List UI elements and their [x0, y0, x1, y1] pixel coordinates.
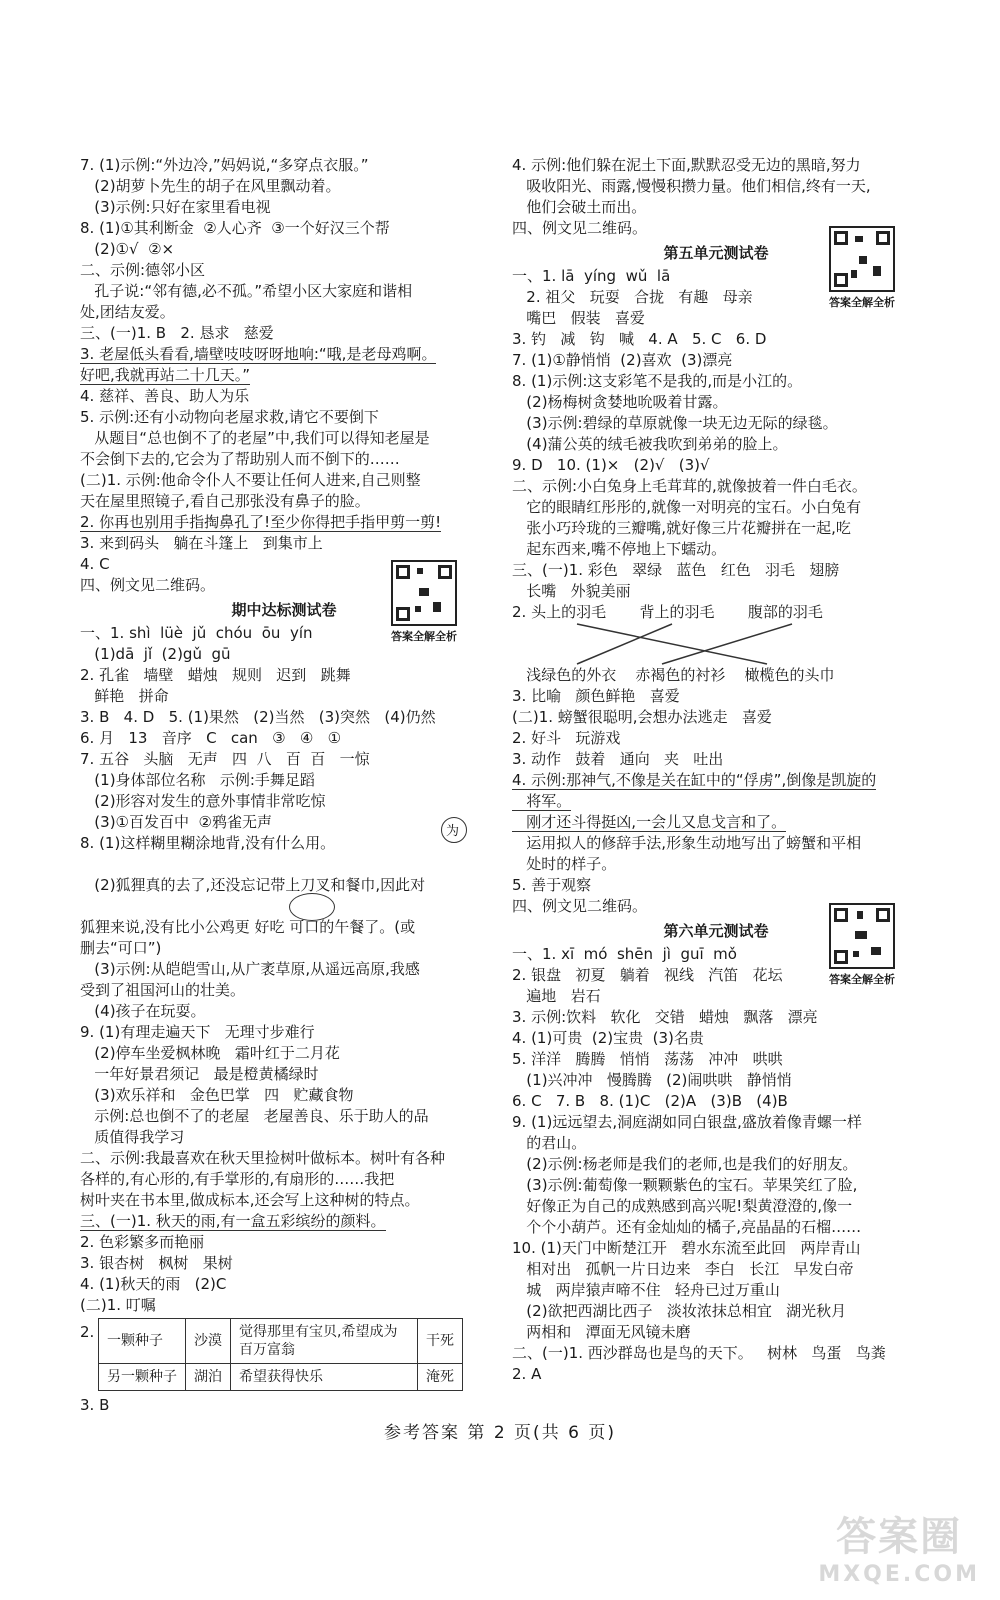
- answer-line: [512, 1154, 920, 1175]
- answer-text: 3. 来到码头 躺在斗篷上 到集市上: [80, 534, 323, 552]
- answer-line: [80, 1085, 488, 1106]
- answer-text: 孔子说:“邻有德,必不孤。”希望小区大家庭和谐相: [80, 282, 413, 300]
- table-number: 2.: [80, 1323, 95, 1341]
- answer-text: 二、示例:德邻小区: [80, 261, 206, 279]
- answer-line: [80, 833, 488, 854]
- answer-line: [80, 749, 488, 770]
- answer-text: (3)示例:碧绿的草原就像一块无边无际的绿毯。: [512, 414, 838, 432]
- answer-text: 一、1. shì lüè jǔ chóu ōu yín: [80, 624, 313, 642]
- answer-line: [512, 455, 920, 476]
- answer-text: 8. (1)这样糊里糊涂地背,没有什么用。: [80, 834, 336, 852]
- answer-line: [80, 1106, 488, 1127]
- answer-line: [80, 260, 488, 281]
- answer-line: [512, 413, 920, 434]
- answer-text: 8. (1)示例:这支彩笔不是我的,而是小江的。: [512, 372, 803, 390]
- answer-line: [80, 875, 488, 896]
- answer-line: [80, 644, 488, 665]
- answer-text: 城 两岸猿声啼不住 轻舟已过万重山: [512, 1281, 780, 1299]
- answer-line: 3. B: [80, 1396, 110, 1414]
- answer-line: [512, 1112, 920, 1133]
- answer-line: [512, 1301, 920, 1322]
- answer-text: 三、(一)1. 彩色 翠绿 蓝色 红色 羽毛 翅膀: [512, 561, 840, 579]
- answer-line: [512, 1091, 920, 1112]
- answer-line: [80, 1148, 488, 1169]
- answer-line: [80, 323, 488, 344]
- answer-line: [512, 833, 920, 854]
- qr-code-unit6[interactable]: [826, 903, 898, 987]
- answer-line: [80, 428, 488, 449]
- answer-text: 2. 色彩繁多而艳丽: [80, 1233, 205, 1251]
- insert-mark: 为: [446, 824, 460, 839]
- circled-word-mark: [289, 893, 335, 921]
- answer-text: 将军。: [512, 792, 572, 810]
- answer-text: 7. 五谷 头脑 无声 四 八 百 百 一惊: [80, 750, 370, 768]
- answer-text: 示例:总也倒不了的老屋 老屋善良、乐于助人的品: [80, 1107, 429, 1125]
- answer-text: (1)身体部位名称 示例:手舞足蹈: [80, 771, 315, 789]
- answer-line: [80, 281, 488, 302]
- answer-text: (二)1. 示例:他命令仆人不要让任何人进来,自己则整: [80, 471, 421, 489]
- answer-line: [80, 407, 488, 428]
- answer-text: 遍地 岩石: [512, 987, 601, 1005]
- section-heading: 第五单元测试卷: [663, 244, 769, 262]
- answer-line: [512, 1196, 920, 1217]
- answer-text: 受到了祖国河山的壮美。: [80, 981, 246, 999]
- table-row: [99, 1319, 463, 1364]
- answer-text: 二、(一)1. 西沙群岛也是鸟的天下。 树林 鸟蛋 鸟粪: [512, 1344, 886, 1362]
- qr-code-unit5[interactable]: [826, 226, 898, 310]
- answer-text: 天在屋里照镜子,看自己那张没有鼻子的脸。: [80, 492, 370, 510]
- answer-text: 6. 月 13 音序 C can ③ ④ ①: [80, 729, 342, 747]
- answer-text: 5. 示例:还有小动物向老屋求救,请它不要倒下: [80, 408, 379, 426]
- answer-text: 4. (1)可贵 (2)宝贵 (3)名贵: [512, 1029, 704, 1047]
- answer-line: [80, 917, 488, 938]
- page-footer: 参考答案 第 2 页(共 6 页): [384, 1423, 616, 1443]
- answer-text: 9. D 10. (1)× (2)√ (3)√: [512, 456, 710, 474]
- answer-line: [512, 686, 920, 707]
- answer-text: 2. 好斗 玩游戏: [512, 729, 621, 747]
- answer-text: 的君山。: [512, 1134, 587, 1152]
- answer-text: (3)①百发百中 ②鸦雀无声: [80, 813, 272, 831]
- answer-line: [80, 1232, 488, 1253]
- answer-text: 4. C: [80, 555, 110, 573]
- answer-line: [512, 1280, 920, 1301]
- answer-line: [512, 1070, 920, 1091]
- answer-line: [80, 302, 488, 323]
- answer-line: [512, 749, 920, 770]
- left-column: [80, 155, 488, 1416]
- answer-text: 2. 孔雀 墙壁 蜡烛 规则 迟到 跳舞: [80, 666, 351, 684]
- answer-text: (2)形容对发生的意外事情非常吃惊: [80, 792, 326, 810]
- answer-text: 三、(一)1. 秋天的雨,有一盒五彩缤纷的颜料。: [80, 1212, 386, 1230]
- answer-line: [80, 155, 488, 176]
- answer-text: 3. 动作 鼓着 通向 夹 吐出: [512, 750, 724, 768]
- watermark-url: MXQE.COM: [818, 1562, 980, 1587]
- answer-text: 2. 你再也别用手指掏鼻孔了!至少你得把手指甲剪一剪!: [80, 513, 442, 531]
- answer-line: [80, 1211, 488, 1232]
- answer-line: [512, 1364, 920, 1385]
- answer-text: 质值得我学习: [80, 1128, 185, 1146]
- answer-text: 三、(一)1. B 2. 恳求 慈爱: [80, 324, 274, 342]
- answer-text: 刚才还斗得挺凶,一会儿又息戈言和了。: [512, 813, 787, 831]
- answer-line: [512, 1322, 920, 1343]
- answer-line: [512, 371, 920, 392]
- answer-text: 8. (1)①其利断金 ②人心齐 ③一个好汉三个帮: [80, 219, 390, 237]
- answer-text: 二、示例:小白兔身上毛茸茸的,就像披着一件白毛衣。: [512, 477, 867, 495]
- answer-text: 运用拟人的修辞手法,形象生动地写出了螃蟹和平相: [512, 834, 862, 852]
- answer-line: [80, 707, 488, 728]
- answer-text: (3)示例:葡萄像一颗颗紫色的宝石。苹果笑红了脸,: [512, 1176, 858, 1194]
- answer-text: 一、1. lā yíng wǔ lā: [512, 267, 671, 285]
- answer-text: 7. (1)示例:“外边冷,”妈妈说,“多穿点衣服。”: [80, 156, 369, 174]
- qr-caption: 答案全解全析: [829, 973, 895, 986]
- answer-line: [80, 1022, 488, 1043]
- answer-text: (2)狐狸真的去了,还没忘记带上刀叉和餐巾,因此对: [80, 876, 426, 894]
- answer-text: 不会倒下去的,它会为了帮助别人而不倒下的……: [80, 450, 400, 468]
- answer-line: [80, 386, 488, 407]
- answer-line: [80, 365, 488, 386]
- answer-line: [512, 1238, 920, 1259]
- right-column: [512, 155, 920, 1385]
- answer-text: 树叶夹在书本里,做成标本,还会写上这种树的特点。: [80, 1191, 420, 1209]
- answer-line: [512, 308, 920, 329]
- answer-text: (1)兴冲冲 慢腾腾 (2)闹哄哄 静悄悄: [512, 1071, 792, 1089]
- table-row: [99, 1364, 463, 1391]
- answer-text: 处时的样子。: [512, 855, 617, 873]
- answer-text: (2)示例:杨老师是我们的老师,也是我们的好朋友。: [512, 1155, 858, 1173]
- answer-line: [80, 854, 488, 875]
- answer-text: 5. 洋洋 腾腾 悄悄 荡荡 冲冲 哄哄: [512, 1050, 783, 1068]
- answer-line: [512, 1259, 920, 1280]
- answer-line: [80, 449, 488, 470]
- section-heading: 期中达标测试卷: [231, 601, 337, 619]
- answer-line: [80, 728, 488, 749]
- answer-line: [512, 350, 920, 371]
- answer-text: 从题目“总也倒不了的老屋”中,我们可以得知老屋是: [80, 429, 430, 447]
- answer-line: [80, 239, 488, 260]
- answer-text: 起东西来,嘴不停地上下蠕动。: [512, 540, 727, 558]
- answer-line: [80, 1043, 488, 1064]
- answer-text: 浅绿色的外衣 赤褐色的衬衫 橄榄色的头巾: [512, 666, 835, 684]
- qr-code-icon: [829, 903, 895, 969]
- answer-line: [80, 512, 488, 533]
- answer-line: [80, 470, 488, 491]
- table-cell: 一颗种子: [99, 1319, 186, 1364]
- qr-code-unit4[interactable]: [388, 560, 460, 644]
- answer-line: [512, 854, 920, 875]
- answer-line: [80, 812, 488, 833]
- answer-text: (4)孩子在玩耍。: [80, 1002, 206, 1020]
- table-cell: 希望获得快乐: [231, 1364, 418, 1391]
- answer-text: 4. 慈祥、善良、助人为乐: [80, 387, 250, 405]
- answer-line: [512, 770, 920, 791]
- qr-code-icon: [829, 226, 895, 292]
- answer-text: (二)1. 螃蟹很聪明,会想办法逃走 喜爱: [512, 708, 772, 726]
- answer-text: 4. (1)秋天的雨 (2)C: [80, 1275, 227, 1293]
- table-cell: 淹死: [418, 1364, 463, 1391]
- answer-line: [512, 791, 920, 812]
- answer-text: 4. 示例:他们躲在泥土下面,默默忍受无边的黑暗,努力: [512, 156, 861, 174]
- answer-line: [512, 728, 920, 749]
- table-cell: 湖泊: [186, 1364, 231, 1391]
- answer-text: 2. A: [512, 1365, 542, 1383]
- answer-text: 四、例文见二维码。: [512, 897, 648, 915]
- answer-line: [512, 539, 920, 560]
- answer-line: [80, 1295, 488, 1316]
- answer-line: [80, 344, 488, 365]
- answer-line: [512, 518, 920, 539]
- answer-line: [512, 1343, 920, 1364]
- answer-line: [80, 980, 488, 1001]
- answer-line: [512, 497, 920, 518]
- answer-text: 4. 示例:那神气,不像是关在缸中的“俘虏”,倒像是凯旋的: [512, 771, 877, 789]
- answer-text: 个个小葫芦。还有金灿灿的橘子,亮晶晶的石榴……: [512, 1218, 862, 1236]
- answer-line: [512, 1175, 920, 1196]
- answer-text: 相对出 孤帆一片日边来 李白 长江 早发白帝: [512, 1260, 854, 1278]
- answer-text: 张小巧玲珑的三瓣嘴,就好像三片花瓣拼在一起,吃: [512, 519, 851, 537]
- answer-text: 两相和 潭面无风镜未磨: [512, 1323, 691, 1341]
- answer-line: [80, 686, 488, 707]
- answer-line: [80, 1001, 488, 1022]
- answer-line: [80, 896, 488, 917]
- answer-text: (2)停车坐爱枫林晚 霜叶红于二月花: [80, 1044, 340, 1062]
- answer-text: 一年好景君须记 最是橙黄橘绿时: [80, 1065, 319, 1083]
- answer-line: [512, 1133, 920, 1154]
- answer-text: (二)1. 叮嘱: [80, 1296, 156, 1314]
- answer-text: 10. (1)天门中断楚江开 碧水东流至此回 两岸青山: [512, 1239, 861, 1257]
- answer-text: 删去“可口”): [80, 939, 162, 957]
- answer-line: [512, 197, 920, 218]
- answer-line: [80, 770, 488, 791]
- table-cell: 另一颗种子: [99, 1364, 186, 1391]
- qr-caption: 答案全解全析: [829, 296, 895, 309]
- answer-line: [80, 491, 488, 512]
- answer-line: [80, 938, 488, 959]
- answer-line: [512, 476, 920, 497]
- answer-text: 四、例文见二维码。: [80, 576, 216, 594]
- table-cell: 觉得那里有宝贝,希望成为百万富翁: [231, 1319, 418, 1364]
- answer-line: [80, 1064, 488, 1085]
- answer-line: [512, 707, 920, 728]
- answer-text: 3. 老屋低头看看,墙壁吱吱呀呀地响:“哦,是老母鸡啊。: [80, 345, 437, 363]
- answer-line: [512, 1028, 920, 1049]
- matching-lines: [512, 620, 932, 670]
- answer-text: 2. 银盘 初夏 躺着 视线 汽笛 花坛: [512, 966, 783, 984]
- answer-line: [80, 176, 488, 197]
- answer-text: 处,团结友爱。: [80, 303, 175, 321]
- answer-text: (2)①√ ②×: [80, 240, 175, 258]
- table-cell: 沙漠: [186, 1319, 231, 1364]
- answer-line: [512, 986, 920, 1007]
- answer-text: 3. 示例:饮料 软化 交错 蜡烛 飘落 漂亮: [512, 1008, 818, 1026]
- answer-text: 吸收阳光、雨露,慢慢积攒力量。他们相信,终有一天,: [512, 177, 871, 195]
- answer-text: (3)示例:从皑皑雪山,从广袤草原,从遥远高原,我感: [80, 960, 420, 978]
- answer-line: [80, 665, 488, 686]
- answer-line: [80, 1253, 488, 1274]
- answer-text: 5. 善于观察: [512, 876, 592, 894]
- answer-text: 9. (1)有理走遍天下 无理寸步难行: [80, 1023, 315, 1041]
- answer-text: (3)欢乐祥和 金色巴掌 四 贮藏食物: [80, 1086, 354, 1104]
- answer-line: [80, 791, 488, 812]
- answer-text: 狐狸来说,没有比小公鸡更 好吃 可口的午餐了。(或: [80, 918, 416, 936]
- answer-line: [80, 1190, 488, 1211]
- answer-text: (2)欲把西湖比西子 淡妆浓抹总相宜 湖光秋月: [512, 1302, 847, 1320]
- answer-line: [512, 434, 920, 455]
- answer-text: 2. 头上的羽毛 背上的羽毛 腹部的羽毛: [512, 603, 823, 621]
- qr-code-icon: [391, 560, 457, 626]
- answer-line: [80, 533, 488, 554]
- answer-text: (2)杨梅树贪婪地吮吸着甘露。: [512, 393, 728, 411]
- answer-line: [512, 155, 920, 176]
- answer-text: 3. 钓 减 钩 喊 4. A 5. C 6. D: [512, 330, 767, 348]
- answer-text: 各样的,有心形的,有手掌形的,有扇形的……我把: [80, 1170, 395, 1188]
- answer-text: 3. B 4. D 5. (1)果然 (2)当然 (3)突然 (4)仍然: [80, 708, 436, 726]
- answer-line: [80, 1169, 488, 1190]
- answer-line: [512, 812, 920, 833]
- answer-text: 3. 比喻 颜色鲜艳 喜爱: [512, 687, 680, 705]
- section-heading: 第六单元测试卷: [663, 922, 769, 940]
- answer-text: 一、1. xī mó shēn jì guī mǒ: [512, 945, 737, 963]
- answer-line: [80, 959, 488, 980]
- answer-text: (3)示例:只好在家里看电视: [80, 198, 271, 216]
- watermark-title: 答案圈: [836, 1514, 963, 1560]
- answer-text: (4)蒲公英的绒毛被我吹到弟弟的脸上。: [512, 435, 788, 453]
- answer-text: 7. (1)①静悄悄 (2)喜欢 (3)漂亮: [512, 351, 733, 369]
- table-cell: 干死: [418, 1319, 463, 1364]
- answer-line: [512, 875, 920, 896]
- watermark: [818, 1505, 980, 1587]
- answer-text: (1)dā jǐ (2)gǔ gū: [80, 645, 231, 663]
- qr-caption: 答案全解全析: [391, 630, 457, 643]
- answer-line: [512, 392, 920, 413]
- answer-line: [512, 329, 920, 350]
- answer-text: 2. 祖父 玩耍 合拢 有趣 母亲: [512, 288, 753, 306]
- answer-text: 鲜艳 拼命: [80, 687, 169, 705]
- answer-line: [512, 1049, 920, 1070]
- answer-line: [80, 1274, 488, 1295]
- answer-line: [512, 1007, 920, 1028]
- answer-line: [80, 197, 488, 218]
- answer-text: 3. 银杏树 枫树 果树: [80, 1254, 233, 1272]
- answer-text: 好像正为自己的成熟感到高兴呢!梨黄澄澄的,像一: [512, 1197, 853, 1215]
- answer-text: 它的眼睛红彤彤的,就像一对明亮的宝石。小白兔有: [512, 498, 862, 516]
- answer-table: [98, 1318, 463, 1391]
- answer-table-block: [80, 1318, 488, 1391]
- answer-text: 6. C 7. B 8. (1)C (2)A (3)B (4)B: [512, 1092, 788, 1110]
- answer-text: (2)胡萝卜先生的胡子在风里飘动着。: [80, 177, 341, 195]
- answer-text: 四、例文见二维码。: [512, 219, 648, 237]
- answer-line: [512, 560, 920, 581]
- answer-line: [512, 581, 920, 602]
- answer-text: 好吧,我就再站二十几天。”: [80, 366, 251, 384]
- answer-line: [512, 1217, 920, 1238]
- answer-text: 他们会破土而出。: [512, 198, 647, 216]
- answer-text: 长嘴 外貌美丽: [512, 582, 631, 600]
- answer-text: 嘴巴 假装 喜爱: [512, 309, 645, 327]
- answer-line: [80, 1127, 488, 1148]
- answer-text: 二、示例:我最喜欢在秋天里捡树叶做标本。树叶有各种: [80, 1149, 446, 1167]
- answer-line: [80, 218, 488, 239]
- answer-line: [512, 176, 920, 197]
- answer-text: 9. (1)远远望去,洞庭湖如同白银盘,盛放着像青螺一样: [512, 1113, 862, 1131]
